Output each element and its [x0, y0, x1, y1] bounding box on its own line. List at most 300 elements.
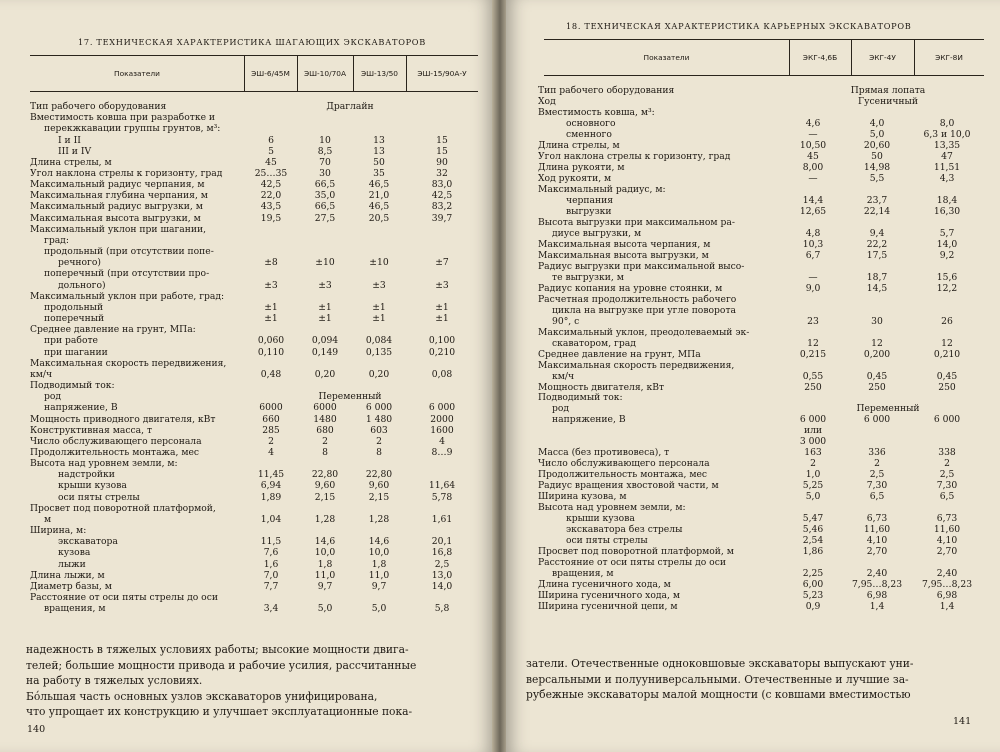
table-row — [538, 425, 988, 436]
row-value: 2 — [874, 458, 880, 470]
table-row — [538, 513, 988, 524]
table-row — [30, 112, 480, 123]
row-value: 35 — [373, 168, 385, 179]
row-value: 2,40 — [866, 568, 888, 580]
row-label: Максимальный уклон при шагании, — [30, 223, 207, 235]
row-value: 5,0 — [869, 128, 885, 140]
row-value: 5,0 — [371, 603, 387, 615]
row-value: 47 — [941, 150, 953, 162]
table-row — [30, 268, 480, 279]
table-row — [30, 235, 480, 246]
row-value: 22,0 — [260, 190, 282, 202]
table-row — [30, 246, 480, 257]
row-value: 6,73 — [866, 513, 888, 525]
table-row — [538, 85, 988, 96]
row-value: 2 — [322, 435, 328, 447]
table-row — [538, 371, 988, 382]
row-value: 9,7 — [317, 580, 333, 592]
row-value: 18,7 — [866, 271, 888, 283]
table-row — [538, 195, 988, 206]
row-value: 7,95…8,23 — [851, 579, 903, 591]
table-row — [30, 547, 480, 558]
row-label: экскаватора без стрелы — [566, 524, 683, 536]
row-value: — — [808, 271, 818, 283]
table-row — [538, 590, 988, 601]
row-value: ±8 — [264, 257, 278, 269]
right-header-col-ekg-8i: ЭКГ-8И — [935, 53, 963, 62]
row-value: 0,100 — [428, 335, 456, 347]
row-label: Расстояние от оси пяты стрелы до оси — [30, 592, 218, 603]
table-row — [538, 118, 988, 129]
table-row — [30, 224, 480, 235]
table-row — [30, 514, 480, 525]
table-row — [30, 369, 480, 380]
row-value: 12,2 — [936, 282, 958, 294]
row-value: 250 — [868, 381, 886, 393]
row-value: 1,28 — [368, 513, 390, 525]
row-value: 30 — [871, 315, 883, 327]
row-value: 10,0 — [314, 547, 336, 559]
table-row — [30, 570, 480, 581]
row-value: 4 — [439, 435, 445, 447]
row-value: 0,060 — [257, 335, 285, 347]
table-row — [538, 557, 988, 568]
row-value: 45 — [807, 150, 819, 162]
row-spanning-value: Переменный — [856, 403, 920, 415]
row-value: 1600 — [430, 424, 454, 436]
row-value: 5,47 — [802, 513, 824, 525]
row-label: поперечный — [44, 313, 105, 324]
table-row — [30, 425, 480, 436]
row-value: — — [808, 172, 818, 184]
row-value: 17,5 — [866, 249, 888, 261]
row-value: 0,48 — [260, 368, 282, 380]
row-value: 10,0 — [368, 547, 390, 559]
row-label: Высота над уровнем земли, м: — [538, 502, 686, 514]
row-value: 6 000 — [428, 402, 456, 414]
row-value: 7,30 — [866, 480, 888, 492]
row-label: крыши кузова — [58, 480, 127, 492]
row-value: 0,200 — [863, 348, 891, 360]
row-value: 6,73 — [936, 513, 958, 525]
row-value: ±3 — [264, 279, 278, 291]
table-row — [30, 581, 480, 592]
row-label: выгрузки — [566, 205, 612, 217]
table-row — [538, 382, 988, 393]
row-label: вращения, м — [44, 603, 106, 615]
row-value: 12 — [941, 337, 953, 349]
left-page — [0, 0, 494, 752]
row-label: Максимальная высота выгрузки, м — [538, 249, 709, 261]
row-value: 7,0 — [263, 569, 279, 581]
table-row — [30, 503, 480, 514]
row-value: 163 — [804, 447, 822, 459]
table-row — [538, 151, 988, 162]
row-label: речного) — [58, 257, 101, 269]
text-line: затели. Отечественные одноковшовые экскаваторы выпускают уни- — [526, 657, 914, 670]
row-value: 18,4 — [936, 194, 958, 206]
row-value: ±1 — [372, 301, 386, 313]
row-spanning-value: Прямая лопата — [850, 85, 926, 96]
row-value: 6000 — [313, 402, 337, 414]
row-value: 11,0 — [368, 569, 390, 581]
row-label: сменного — [566, 128, 612, 140]
row-value: 30 — [319, 168, 331, 179]
table-row — [538, 327, 988, 338]
row-label: Число обслуживающего персонала — [30, 435, 202, 447]
row-label: Длина лыжи, м — [30, 569, 105, 581]
row-value: 9,7 — [371, 580, 387, 592]
table-row — [30, 414, 480, 425]
row-value: 2,70 — [936, 546, 958, 558]
row-value: 1 480 — [365, 413, 393, 425]
table-row — [538, 294, 988, 305]
table-row — [538, 305, 988, 316]
row-value: 0,210 — [933, 348, 961, 360]
row-label: I и II — [58, 134, 81, 146]
left-table-title: 17. ТЕХНИЧЕСКАЯ ХАРАКТЕРИСТИКА ШАГАЮЩИХ ЭКСКАВАТОРОВ — [78, 37, 426, 47]
table-row — [30, 592, 480, 603]
row-label: Вместимость ковша при разработке и — [30, 112, 216, 124]
row-value: 11,60 — [863, 524, 891, 536]
row-value: 5,7 — [939, 227, 955, 239]
row-value: 7,7 — [263, 580, 279, 592]
row-label: перекжкавации группы грунтов, м³: — [44, 123, 221, 135]
row-label: скаватором, град — [552, 337, 636, 349]
row-label: Длина стрелы, м — [30, 156, 112, 168]
row-value: 7,95…8,23 — [921, 579, 973, 591]
right-page-number: 141 — [953, 716, 972, 727]
right-header-col-ekg-4u: ЭКГ-4У — [869, 53, 896, 62]
table-row — [30, 458, 480, 469]
row-value: 2,5 — [434, 558, 450, 570]
row-label: Тип рабочего оборудования — [538, 85, 675, 96]
row-label: Максимальный уклон, преодолеваемый эк- — [538, 326, 750, 338]
row-value: ±3 — [435, 279, 449, 291]
row-label: Длина рукояти, м — [538, 161, 625, 173]
row-value: 83,2 — [431, 201, 453, 213]
row-value: 10,3 — [802, 238, 824, 250]
table-row — [538, 491, 988, 502]
table-row — [30, 146, 480, 157]
row-label: Ход — [538, 96, 556, 107]
table-row — [30, 190, 480, 201]
table-row — [538, 261, 988, 272]
table-row — [30, 603, 480, 614]
row-value: 7,6 — [263, 547, 279, 559]
table-row — [30, 201, 480, 212]
row-label: черпания — [566, 194, 614, 206]
row-value: 10 — [319, 134, 331, 146]
row-label: Высота выгрузки при максимальном ра- — [538, 216, 735, 228]
table-row — [30, 469, 480, 480]
row-value: 6000 — [259, 402, 283, 414]
row-value: — — [808, 128, 818, 140]
row-label: Высота над уровнем земли, м: — [30, 458, 178, 470]
row-value: 660 — [262, 413, 280, 425]
row-value: ±1 — [264, 313, 278, 324]
row-value: 8,0 — [939, 117, 955, 129]
right-header-col-ekg-4-6b: ЭКГ-4,6Б — [802, 53, 838, 62]
table-row — [538, 107, 988, 118]
table-row — [30, 492, 480, 503]
text-line: на работу в тяжелых условиях. — [26, 674, 203, 687]
row-value: 285 — [262, 424, 280, 436]
row-value: 6,3 и 10,0 — [923, 128, 971, 140]
table-row — [30, 358, 480, 369]
row-label: Ширина гусеничного хода, м — [538, 590, 681, 602]
row-value: 42,5 — [260, 179, 282, 191]
row-value: ±3 — [318, 279, 332, 291]
row-value: 11,45 — [257, 469, 285, 481]
row-label: Радиус копания на уровне стоянки, м — [538, 282, 723, 294]
text-line: надежность в тяжелых условиях работы; высокие мощности двига- — [26, 643, 409, 656]
row-label: те выгрузки, м — [552, 271, 624, 283]
row-label: поперечный (при отсутствии про- — [44, 268, 210, 280]
row-value: 26 — [941, 315, 953, 327]
row-value: 22,2 — [866, 238, 888, 250]
row-value: 8,5 — [317, 145, 333, 157]
row-value: 603 — [370, 424, 388, 436]
table-row — [30, 402, 480, 413]
row-value: 2 — [944, 458, 950, 470]
row-value: 6,5 — [869, 491, 885, 503]
row-value: 11,0 — [314, 569, 336, 581]
row-value: 66,5 — [314, 179, 336, 191]
row-label: Максимальная глубина черпания, м — [30, 190, 208, 202]
row-value: 11,64 — [428, 480, 456, 492]
row-label: продольный (при отсутствии попе- — [44, 246, 214, 258]
row-value: 1,89 — [260, 491, 282, 503]
row-spanning-value: Драглайн — [326, 101, 374, 112]
row-value: 6 000 — [365, 402, 393, 414]
row-label: Угол наклона стрелы к горизонту, град — [30, 168, 223, 179]
row-value: 250 — [804, 381, 822, 393]
row-value: 13,35 — [933, 139, 961, 151]
row-value: 15,6 — [936, 271, 958, 283]
table-row — [538, 480, 988, 491]
row-value: 5 — [268, 145, 274, 157]
row-value: 50 — [871, 150, 883, 162]
table-row — [30, 480, 480, 491]
row-value: 35,0 — [314, 190, 336, 202]
table-row — [538, 184, 988, 195]
row-label: III и IV — [58, 145, 92, 157]
row-label: Масса (без противовеса), т — [538, 447, 670, 459]
row-value: 1,8 — [371, 558, 387, 570]
table-row — [30, 280, 480, 291]
row-value: 8 — [322, 447, 328, 458]
row-label: Максимальная скорость передвижения, — [30, 357, 227, 369]
row-value: 15 — [436, 145, 448, 157]
row-label: цикла на выгрузке при угле поворота — [552, 304, 737, 316]
row-value: 6 000 — [933, 414, 961, 426]
row-value: 23 — [807, 315, 819, 327]
row-value: 0,45 — [936, 370, 958, 382]
row-value: 2,40 — [936, 568, 958, 580]
row-value: 22,80 — [311, 469, 339, 481]
row-value: 5,78 — [431, 491, 453, 503]
table-row — [30, 179, 480, 190]
table-row — [30, 291, 480, 302]
row-value: 1480 — [313, 413, 337, 425]
row-value: 2,15 — [314, 491, 336, 503]
table-row — [538, 502, 988, 513]
row-value: ±1 — [372, 313, 386, 324]
row-value: 6,7 — [805, 249, 821, 261]
row-value: 2,54 — [802, 535, 824, 547]
row-value: 0,9 — [805, 601, 821, 613]
row-value: 1,0 — [805, 469, 821, 481]
row-value: 8…9 — [431, 447, 453, 458]
row-label: град: — [44, 234, 69, 246]
row-value: 9,0 — [805, 282, 821, 294]
row-label: напряжение, В — [44, 402, 118, 414]
row-label: Число обслуживающего персонала — [538, 458, 710, 470]
row-label: надстройки — [58, 469, 115, 481]
row-value: 11,60 — [933, 524, 961, 536]
table-row — [538, 436, 988, 447]
table-row — [538, 228, 988, 239]
row-label: Расстояние от оси пяты стрелы до оси — [538, 557, 726, 569]
row-value: 0,20 — [368, 368, 390, 380]
row-value: 338 — [938, 447, 956, 459]
row-value: 0,215 — [799, 348, 827, 360]
row-value: 0,20 — [314, 368, 336, 380]
row-label: Радиус вращения хвостовой части, м — [538, 480, 719, 492]
table-row — [538, 535, 988, 546]
row-value: 90 — [436, 156, 448, 168]
row-value: 22,14 — [863, 205, 891, 217]
row-value: 14,0 — [936, 238, 958, 250]
row-value: 14,0 — [431, 580, 453, 592]
row-value: 4 — [268, 447, 274, 458]
row-label: Просвет под поворотной платформой, — [30, 502, 216, 514]
left-table-header — [30, 55, 478, 92]
row-value: 16,8 — [431, 547, 453, 559]
row-value: 11,5 — [260, 536, 282, 548]
table-row — [30, 347, 480, 358]
row-label: Тип рабочего оборудования — [30, 101, 167, 112]
row-value: 22,80 — [365, 469, 393, 481]
row-value: 250 — [938, 381, 956, 393]
row-value: 1,61 — [431, 513, 453, 525]
left-header-col-esh-6-45m: ЭШ-6/45М — [251, 69, 290, 78]
row-value: 32 — [436, 168, 448, 179]
table-row — [30, 324, 480, 335]
row-label: Максимальная скорость передвижения, — [538, 359, 735, 371]
row-value: 25…35 — [254, 168, 288, 179]
row-label: лыжи — [58, 558, 86, 570]
row-value: 6 000 — [863, 414, 891, 426]
table-row — [538, 129, 988, 140]
table-row — [30, 101, 480, 112]
row-label: Длина гусеничного хода, м — [538, 579, 671, 591]
row-label: Мощность двигателя, кВт — [538, 381, 665, 393]
row-value: 46,5 — [368, 179, 390, 191]
table-row — [538, 568, 988, 579]
row-label: продольный — [44, 301, 104, 313]
row-label: Максимальный радиус выгрузки, м — [30, 201, 203, 213]
table-row — [538, 469, 988, 480]
left-header-col-esh-13-50: ЭШ-13/50 — [360, 69, 399, 78]
row-value: 43,5 — [260, 201, 282, 213]
row-value: 6,98 — [866, 590, 888, 602]
row-value: 5,8 — [434, 603, 450, 615]
row-label: 90°, с — [552, 315, 580, 327]
row-value: 21,0 — [368, 190, 390, 202]
text-line: Бóльшая часть основных узлов экскаваторов унифицирована, — [26, 689, 378, 703]
row-value: 13 — [373, 145, 385, 157]
row-value: 14,4 — [802, 194, 824, 206]
table-row — [538, 96, 988, 107]
row-value: 3,4 — [263, 603, 279, 615]
row-label: Максимальная высота выгрузки, м — [30, 212, 201, 224]
row-label: диусе выгрузки, м — [552, 227, 642, 239]
row-label: напряжение, В — [552, 414, 626, 426]
row-label: Среднее давление на грунт, МПа: — [30, 324, 196, 336]
row-value: 2,5 — [939, 469, 955, 481]
row-label: оси пяты стрелы — [58, 491, 140, 503]
row-value: 1,4 — [939, 601, 955, 613]
row-label: Конструктивная масса, т — [30, 424, 153, 436]
row-value: 1,28 — [314, 513, 336, 525]
row-value: 20,1 — [431, 536, 453, 548]
table-row — [30, 391, 480, 402]
row-value: 5,0 — [317, 603, 333, 615]
row-label: Ширина гусеничной цепи, м — [538, 601, 678, 613]
row-label: крыши кузова — [566, 513, 635, 525]
left-header-col-esh-10-70a: ЭШ-10/70А — [303, 69, 347, 78]
row-value: 46,5 — [368, 201, 390, 213]
row-label: Подводимый ток: — [30, 380, 115, 391]
row-label: Угол наклона стрелы к горизонту, град — [538, 150, 731, 162]
row-value: 5,0 — [805, 491, 821, 503]
row-value: 9,4 — [869, 227, 885, 239]
table-row — [30, 123, 480, 134]
row-spanning-value: Гусеничный — [858, 96, 918, 107]
row-value: 2 — [268, 435, 274, 447]
row-label: м — [44, 513, 52, 525]
row-value: 4,8 — [805, 227, 821, 239]
table-row — [538, 162, 988, 173]
table-row — [30, 380, 480, 391]
table-row — [30, 168, 480, 179]
row-value: 2 — [810, 458, 816, 470]
row-value: 0,210 — [428, 346, 456, 358]
table-row — [538, 239, 988, 250]
table-row — [30, 536, 480, 547]
row-value: ±1 — [318, 313, 332, 324]
row-value: 2 — [376, 435, 382, 447]
table-row — [538, 316, 988, 327]
row-value: 5,23 — [802, 590, 824, 602]
row-value: 6 — [268, 134, 274, 146]
row-value: 6 000 — [799, 414, 827, 426]
row-label: дольного) — [58, 279, 106, 291]
table-row — [30, 525, 480, 536]
row-value: 4,6 — [805, 117, 821, 129]
text-line: версальными и полууниверсальными. Отечественные и лучшие за- — [526, 672, 909, 686]
table-row — [538, 403, 988, 414]
row-value: 336 — [868, 447, 886, 459]
row-value: 6,98 — [936, 590, 958, 602]
table-row — [30, 313, 480, 324]
table-row — [538, 392, 988, 403]
row-label: Расчетная продолжительность рабочего — [538, 293, 737, 305]
row-label: экскаватора — [58, 536, 118, 548]
row-value: 9,2 — [939, 249, 955, 261]
